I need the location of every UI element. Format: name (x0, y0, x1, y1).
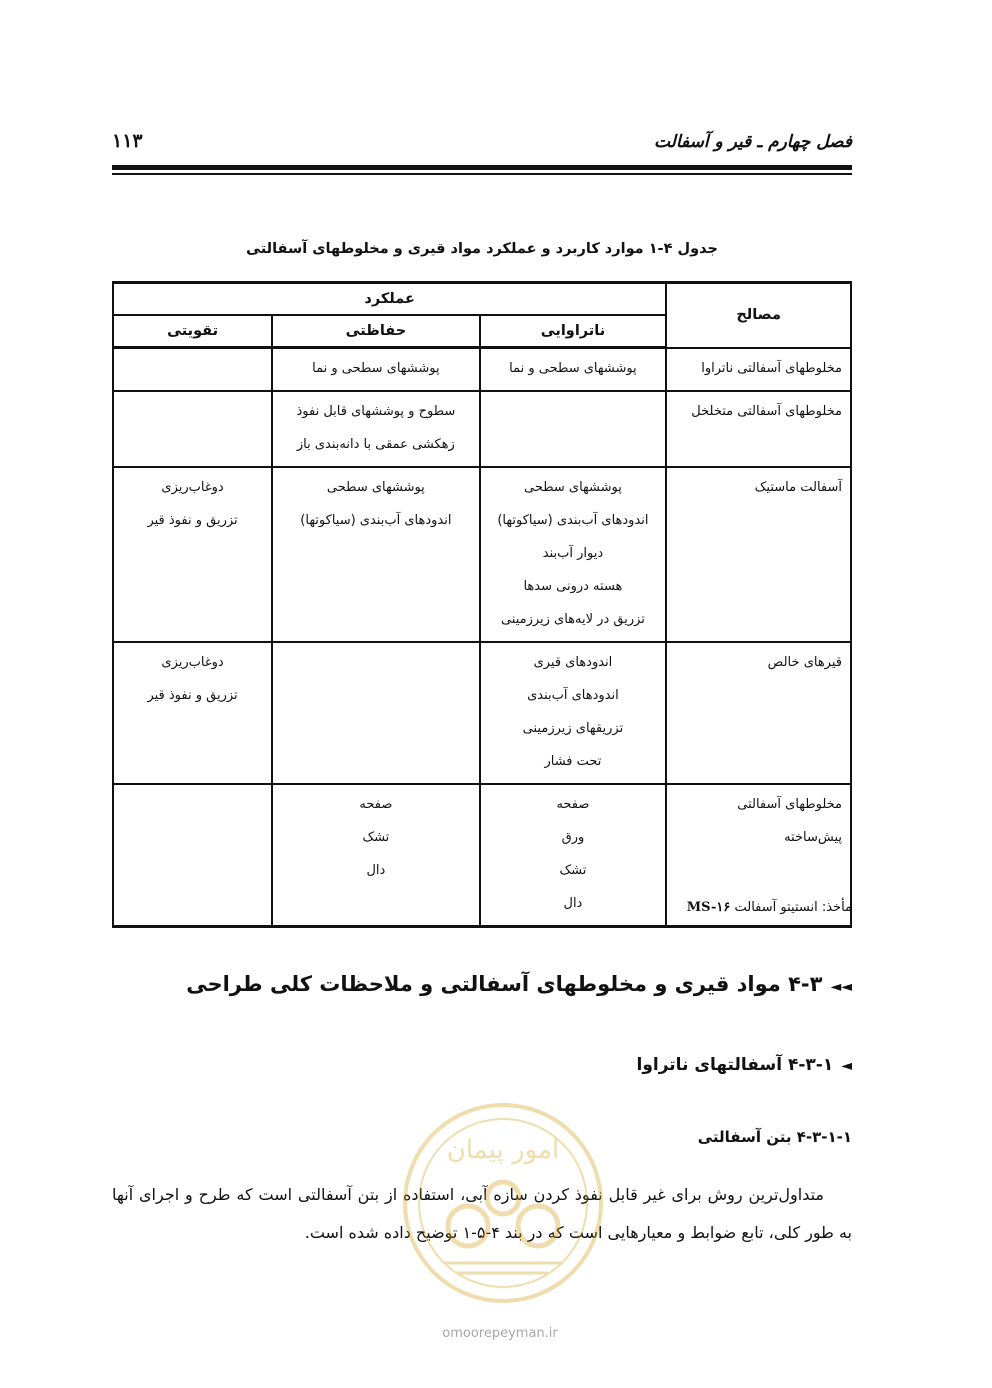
protective-cell (272, 391, 479, 467)
subsubsection-heading: ۴-۳-۱-۱ بتن آسفالتی (697, 1128, 852, 1146)
reinforcing-cell (113, 784, 272, 927)
table-row (113, 391, 851, 467)
header-impermeability: ناتراوایی (480, 315, 667, 348)
cell-line: اندودهای آب‌بندی (سیاکوتها) (300, 513, 452, 528)
impermeability-cell (480, 348, 667, 392)
cell-line: دوغاب‌ریزی (161, 655, 224, 670)
watermark-site: omoorepeyman.ir (442, 1326, 558, 1341)
header-performance: عملکرد (113, 283, 666, 316)
cell-line: دال (366, 863, 386, 878)
cell-line: پوششهای سطحی و نما (509, 361, 637, 376)
applications-table (112, 281, 852, 928)
impermeability-cell (480, 642, 667, 784)
cell-line: صفحه (359, 797, 393, 812)
page-number: ۱۱۳ (112, 130, 143, 152)
table-row (113, 467, 851, 642)
cell-line: پوششهای سطحی (524, 480, 622, 495)
header-reinforcing: تقویتی (113, 315, 272, 348)
cell-line: ورق (561, 830, 585, 845)
cell-line: پوششهای سطحی (326, 480, 425, 495)
source-label: مأخذ: انستیتو آسفالت (734, 900, 852, 915)
cell-line: تشک (362, 830, 390, 845)
material-cell (666, 391, 851, 467)
protective-cell (272, 784, 479, 927)
material-cell (666, 348, 851, 392)
subsection-heading-text: ۴-۳-۱ آسفالتهای ناتراوا (636, 1055, 834, 1075)
cell-line: قیرهای خالص (767, 655, 842, 670)
watermark-logo-text: امور پیمان (446, 1135, 560, 1165)
cell-line: تزریق و نفوذ قیر (147, 688, 238, 703)
cell-line: صفحه (556, 797, 590, 812)
table-row (113, 348, 851, 392)
arrow-icon: ◄ (841, 1058, 852, 1074)
header-rule-thick (112, 165, 852, 170)
cell-line: مخلوطهای آسفالتی متخلخل (691, 404, 842, 419)
cell-line: دوغاب‌ریزی (161, 480, 224, 495)
table-row (113, 642, 851, 784)
header-rule-thin (112, 173, 852, 175)
section-heading (186, 972, 852, 996)
body-paragraph: متداول‌ترین روش برای غیر قابل نفوذ کردن سازه آبی، استفاده از بتن آسفالتی است که طرح و اجرای آنها به طور کلی، تابع ضوابط و معیارهایی است که در بند ۴-۵-۱ توضیح داده شده است. (112, 1185, 852, 1242)
protective-cell (272, 348, 479, 392)
table-source (687, 900, 852, 915)
impermeability-cell (480, 467, 667, 642)
impermeability-cell (480, 784, 667, 927)
cell-line: زهکشی عمقی با دانه‌بندی باز (296, 437, 455, 452)
reinforcing-cell (113, 348, 272, 392)
reinforcing-cell (113, 642, 272, 784)
protective-cell (272, 467, 479, 642)
table-title: جدول ۴-۱ موارد کاربرد و عملکرد مواد قیری و مخلوطهای آسفالتی (246, 241, 718, 257)
impermeability-cell (480, 391, 667, 467)
reinforcing-cell (113, 391, 272, 467)
cell-line: تشک (559, 863, 587, 878)
cell-line: دال (563, 896, 583, 911)
cell-line: تزریق و نفوذ قیر (147, 513, 238, 528)
protective-cell (272, 642, 479, 784)
subsection-heading (637, 1055, 853, 1075)
section-heading-text: ۴-۳ مواد قیری و مخلوطهای آسفالتی و ملاحظات کلی طراحی (186, 972, 823, 996)
header-materials: مصالح (666, 283, 851, 348)
cell-line: اندودهای آب‌بندی (527, 688, 619, 703)
cell-line: اندودهای آب‌بندی (سیاکوتها) (497, 513, 649, 528)
chapter-title: فصل چهارم ـ قیر و آسفالت (653, 132, 852, 152)
cell-line: تحت فشار (544, 754, 602, 769)
header-protective: حفاظتی (272, 315, 479, 348)
cell-line: پیش‌ساخته (784, 830, 842, 845)
cell-line: تزریق در لایه‌های زیرزمینی (500, 612, 645, 627)
cell-line: مخلوطهای آسفالتی ناتراوا (701, 360, 842, 376)
source-code: MS-۱۶ (686, 900, 731, 915)
cell-line: سطوح و پوششهای قابل نفوذ (296, 404, 456, 419)
reinforcing-cell (113, 467, 272, 642)
cell-line: تزریقهای زیرزمینی (522, 721, 624, 736)
cell-line: هسته درونی سدها (523, 579, 623, 594)
material-cell (666, 642, 851, 784)
material-cell (666, 467, 851, 642)
cell-line: مخلوطهای آسفالتی (737, 797, 842, 812)
double-arrow-icon: ◄◄ (830, 979, 852, 995)
cell-line: آسفالت ماستیک (754, 480, 842, 495)
cell-line: پوششهای سطحی و نما (312, 361, 440, 376)
cell-line: اندودهای قیری (533, 655, 613, 670)
cell-line: دیوار آب‌بند (542, 546, 604, 561)
